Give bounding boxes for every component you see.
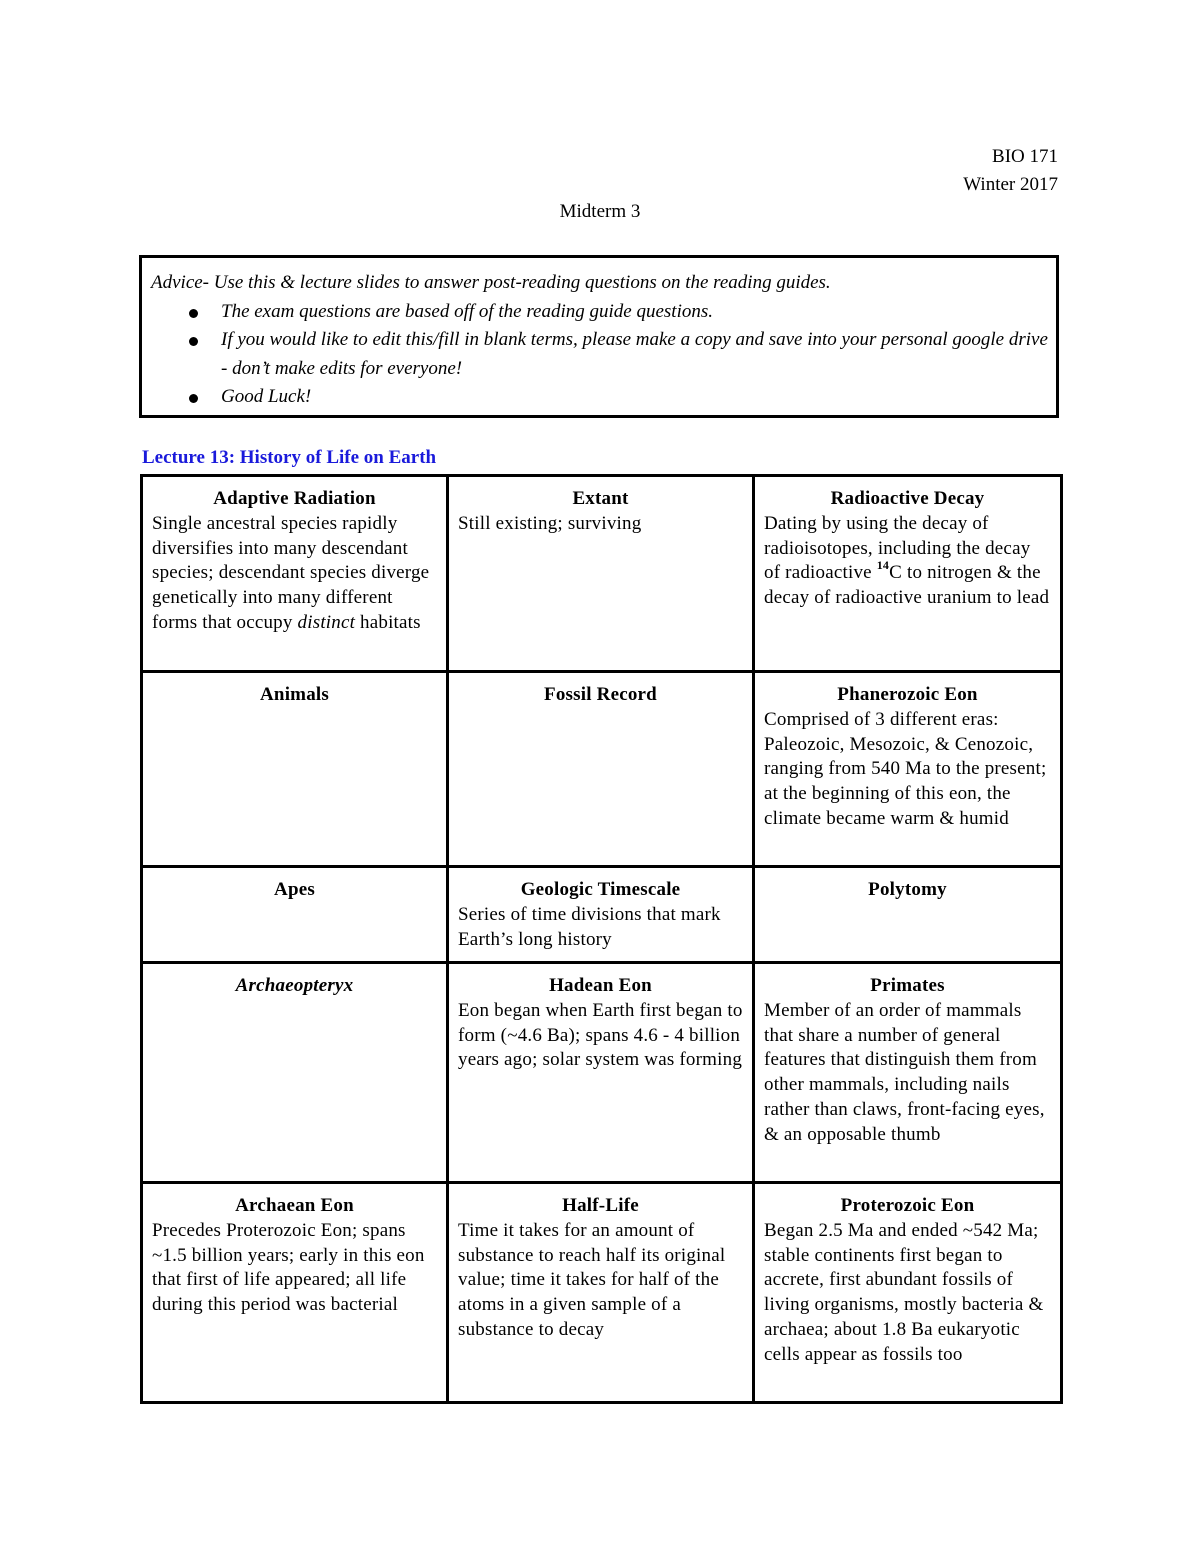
table-row [142,963,1062,1183]
term-cell-proterozoic-eon [754,1183,1062,1403]
term-definition: Comprised of 3 different eras: Paleozoic, Mesozoic, & Cenozoic, ranging from 540 Ma to the present; at the beginning of this eon, the climate became warm & humid [764,708,1047,829]
term-name: Archaean Eon [235,1195,354,1216]
term-cell-primates [754,963,1062,1183]
bullet-dot-icon [189,309,198,318]
term-cell-polytomy [754,867,1062,963]
term-cell-extant [448,476,754,672]
advice-bullet-item [221,298,1051,327]
term-definition: Precedes Proterozoic Eon; spans ~1.5 billion years; early in this eon that first of life appeared; all life during this period was bacterial [152,1219,425,1316]
advice-bullet-text: Good Luck! [221,386,312,407]
course-info [963,143,1058,199]
term-cell-half-life [448,1183,754,1403]
term-name: Half-Life [562,1195,639,1216]
term-cell-apes [142,867,448,963]
term-definition: Series of time divisions that mark Earth’s long history [458,903,721,950]
term-name: Extant [572,488,629,509]
bullet-dot-icon [189,337,198,346]
isotope-superscript: 14 [876,558,890,573]
advice-list [221,298,1051,412]
advice-bullet-text: If you would like to edit this/fill in blank terms, please make a copy and save into your personal google drive - don’t make edits for everyone! [221,329,1048,379]
table-row [142,672,1062,867]
term-name: Adaptive Radiation [213,488,376,509]
term-cell-adaptive-radiation [142,476,448,672]
term-definition: Began 2.5 Ma and ended ~542 Ma; stable continents first began to accrete, first abundant fossils of living organisms, mostly bacteria & archaea; about 1.8 Ba eukaryotic cells appear as fossils too [764,1219,1044,1365]
term-definition: Member of an order of mammals that share a number of general features that distinguish them from other mammals, including nails rather than claws, front-facing eyes, & an opposable thumb [764,999,1045,1145]
term-name: Fossil Record [544,684,657,705]
lecture-heading: Lecture 13: History of Life on Earth [142,447,437,468]
term-definition-tail: habitats [355,611,421,633]
term-cell-animals [142,672,448,867]
advice-bullet-item [221,383,1051,412]
term-cell-archaean-eon [142,1183,448,1403]
document-title: Midterm 3 [559,201,641,222]
advice-box [139,255,1059,418]
bullet-dot-icon [189,394,198,403]
term-definition: Eon began when Earth first began to form (~4.6 Ba); spans 4.6 - 4 billion years ago; solar system was forming [458,999,743,1071]
term-definition-emphasis: distinct [297,611,356,633]
term-cell-radioactive-decay [754,476,1062,672]
term-name: Primates [870,975,945,996]
term-name: Radioactive Decay [830,488,985,509]
terms-table [140,474,1063,1404]
term-name: Apes [274,879,315,900]
term-cell-fossil-record [448,672,754,867]
course-term: Winter 2017 [963,174,1058,195]
term-name: Proterozoic Eon [840,1195,975,1216]
term-cell-geologic-timescale [448,867,754,963]
advice-intro: Advice- Use this & lecture slides to answer post-reading questions on the reading guides. [151,272,831,293]
table-row [142,476,1062,672]
course-code: BIO 171 [992,146,1058,167]
term-definition-tail: C to nitrogen & the decay of radioactive uranium to lead [764,562,1050,609]
advice-bullet-item [221,326,1051,383]
table-row [142,1183,1062,1403]
term-name: Archaeopteryx [235,975,354,996]
term-cell-hadean-eon [448,963,754,1183]
term-name: Geologic Timescale [520,879,681,900]
term-definition: Still existing; surviving [458,512,642,534]
term-name: Animals [260,684,329,705]
table-row [142,867,1062,963]
term-name: Phanerozoic Eon [837,684,978,705]
term-definition-text: Dating by using the decay of radioisotopes, including the decay of radioactive [764,512,1031,584]
term-cell-phanerozoic-eon [754,672,1062,867]
term-definition [764,512,1051,611]
term-definition: Time it takes for an amount of substance to reach half its original value; time it takes for half of the atoms in a given sample of a substance to decay [458,1219,726,1340]
term-name: Hadean Eon [549,975,652,996]
term-cell-archaeopteryx [142,963,448,1183]
term-name: Polytomy [868,879,947,900]
term-definition [152,512,437,636]
term-definition-text: Single ancestral species rapidly diversifies into many descendant species; descendant species diverge genetically into many different forms that occupy [152,512,430,633]
advice-bullet-text: The exam questions are based off of the reading guide questions. [221,300,714,322]
